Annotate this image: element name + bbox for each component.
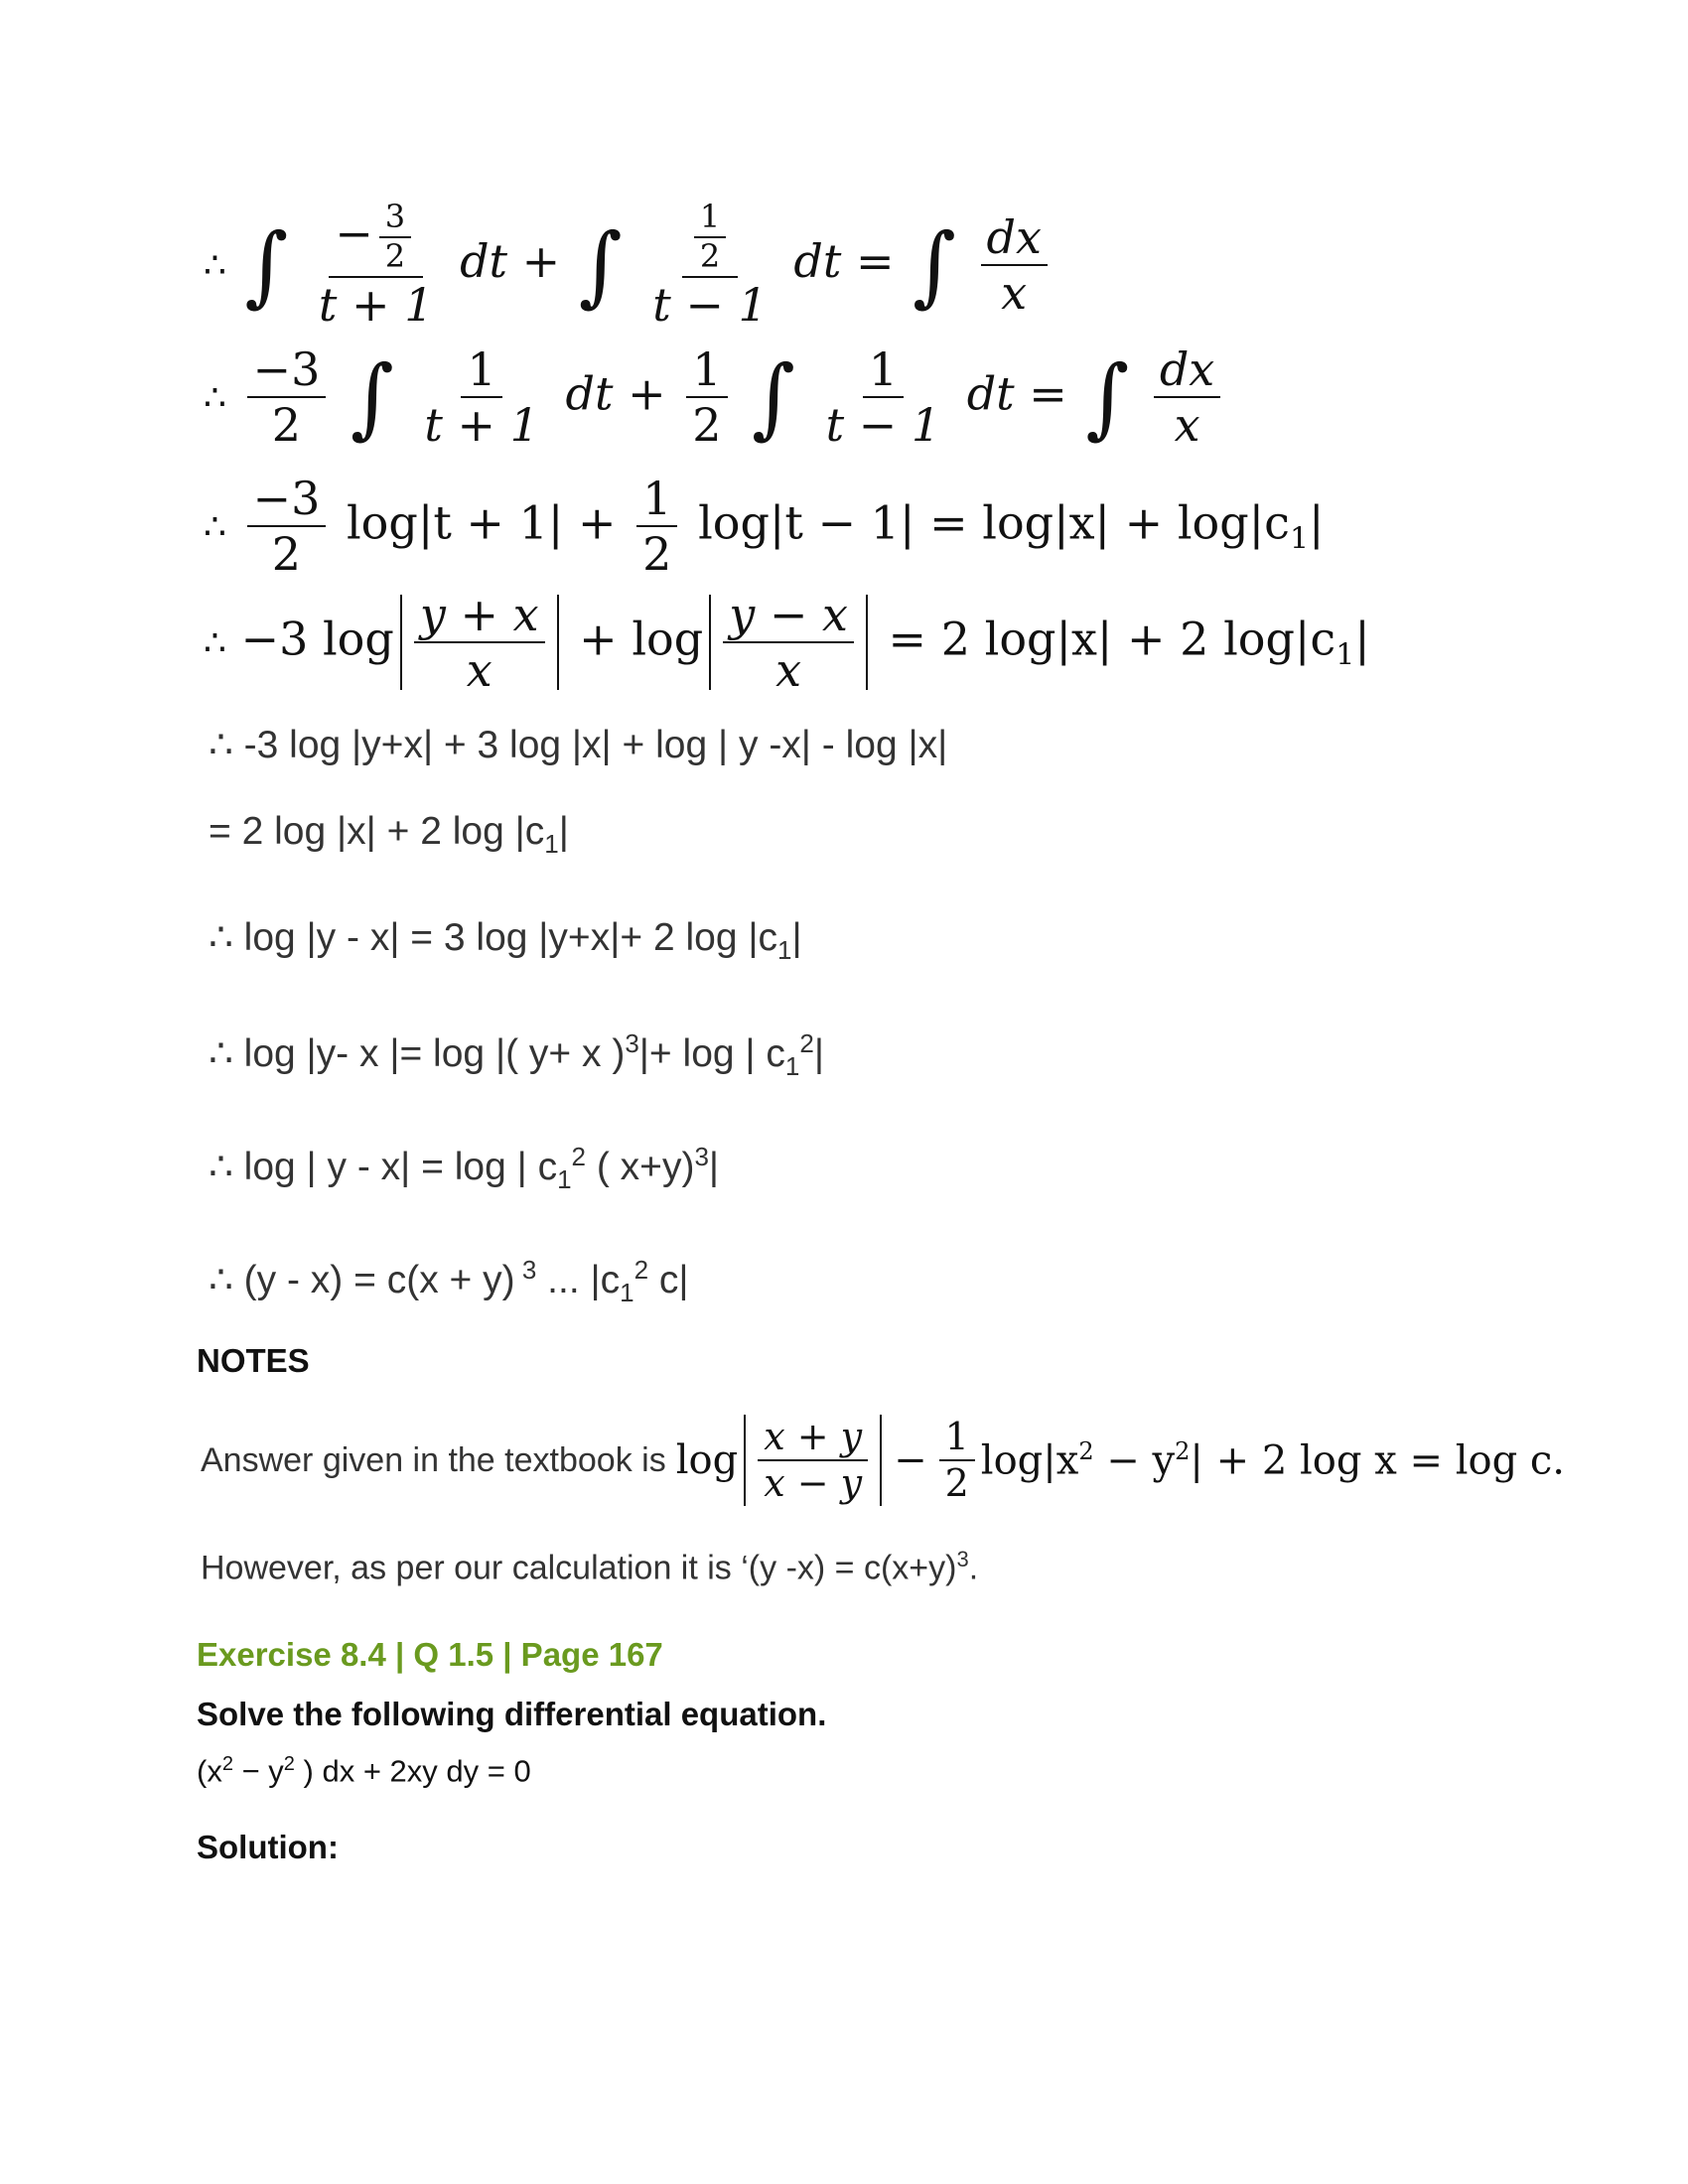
integral-sign: ∫ [913,213,956,317]
fraction: $\frac{1}{2}$ [939,1415,975,1506]
textbook-answer-line: Answer given in the textbook is log $\frac{x + y}{x - y}$ − $\frac{1}{2}$ $\log|x^2 - y^2| + 2$ log x = log c. [201,1415,1566,1505]
fraction: $\frac{1}{t + 1}$ [424,342,539,453]
therefore-symbol: ∴ [204,622,226,664]
derivation-line-10: ∴ (y - x) = c(x + y) $^3$ ... $|c_1^2$ c| [209,1255,689,1307]
equation-line-1: ∴ ∫ − $\frac{3}{2}$ t + 1 dt + ∫ $\frac{\frac{1}{2}}{t - 1}$ dt = ∫ $\frac{dx}{x}$ [204,199,1054,332]
fraction: $\frac{y + x}{x}$ [414,588,545,698]
integral-sign: ∫ [244,213,289,317]
notes-heading: NOTES [197,1342,310,1379]
question-equation: ($x^2 - y^2$ ) dx + 2xy dy = 0 [197,1753,531,1789]
fraction: $\frac{\frac{1}{2}}{t - 1}$ [652,198,768,332]
derivation-line-7: ∴ log |y - x| = 3 log |y+x|+ 2 $\log |c_1|$ [209,916,802,965]
fraction: $\frac{-3}{2}$ [247,342,327,453]
integral-sign: ∫ [1085,345,1130,449]
fraction: $\frac{1}{2}$ [686,342,727,453]
fraction: $\frac{-3}{2}$ [247,472,327,582]
therefore-symbol: ∴ [204,244,226,286]
integral-sign: ∫ [350,345,394,449]
calculation-note: However, as per our calculation it is ‘(y $-x) = c(x+y)^3$. [201,1547,979,1587]
fraction: $\frac{dx}{x}$ [981,210,1048,321]
equation-line-3: ∴ $\frac{-3}{2}$ log|t + 1| + $\frac{1}{2}$ $\log|t - 1| = \log|x| + \log|c_1|$ [204,472,1325,582]
fraction: $\frac{y - x}{x}$ [723,588,854,698]
therefore-symbol: ∴ [204,377,226,419]
therefore-symbol: ∴ [204,506,226,548]
derivation-line-5: ∴ -3 log |y+x| + 3 log |x| + log | y -x| - log |x| [209,724,948,766]
fraction: $\frac{1}{2}$ [636,472,677,582]
fraction: − $\frac{3}{2}$ t + 1 [318,198,434,332]
integral-sign: ∫ [752,345,795,449]
fraction: $\frac{x + y}{x - y}$ [758,1415,868,1506]
fraction: $\frac{dx}{x}$ [1154,342,1220,453]
fraction: $\frac{1}{t - 1}$ [825,342,941,453]
integral-sign: ∫ [578,213,623,317]
equation-line-2: ∴ $\frac{-3}{2}$ ∫ $\frac{1}{t + 1}$ dt + $\frac{1}{2}$ ∫ $\frac{1}{t - 1}$ dt = ∫ $\frac{dx}{x}$ [204,342,1226,453]
equation-line-4: ∴ −3 log $\frac{y + x}{x}$ + log $\frac{y - x}{x}$ = 2 log|x| + 2 $\log|c_1|$ [204,588,1370,698]
derivation-line-6: = 2 log |x| + 2 $\log |c_1|$ [209,810,569,859]
question-instruction: Solve the following differential equation. [197,1696,827,1732]
derivation-line-9: ∴ log | y - x| = log | $c_1^2$ ( x+y)$^3$| [209,1142,720,1194]
exercise-reference: Exercise 8.4 | Q 1.5 | Page 167 [197,1636,663,1673]
solution-label: Solution: [197,1829,339,1865]
derivation-line-8: ∴ log |y- x |= log |( y+ x )$^3$|+ log | $c_1^2|$ [209,1028,824,1081]
